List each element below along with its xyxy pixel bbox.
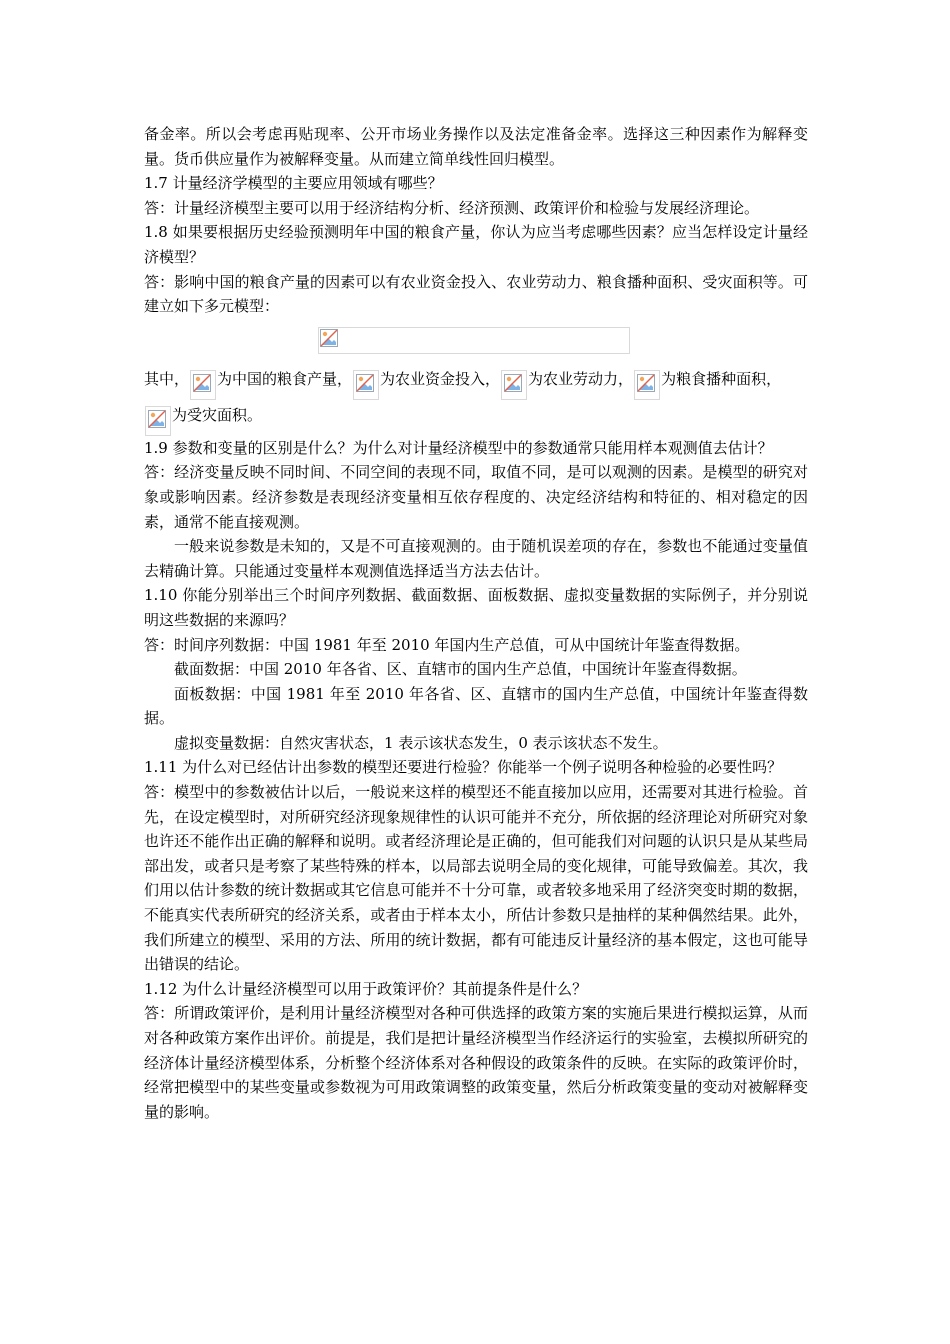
answer-1-10-panel: 面板数据：中国 1981 年至 2010 年各省、区、直辖市的国内生产总值，中国统计年鉴查得数据。 — [144, 684, 808, 728]
broken-image-icon — [148, 410, 166, 428]
broken-image-icon — [356, 374, 374, 392]
answer-1-10-time-series: 答：时间序列数据：中国 1981 年至 2010 年国内生产总值，可从中国统计年鉴查得数据。 — [144, 635, 750, 654]
var-capital-input-text: 为农业资金投入， — [380, 369, 501, 388]
question-1-12: 1.12 为什么计量经济模型可以用于政策评价？其前提条件是什么？ — [144, 979, 588, 998]
question-1-9: 1.9 参数和变量的区别是什么？为什么对计量经济模型中的参数通常只能用样本观测值去估计？ — [144, 438, 773, 457]
variable-image-frame — [634, 370, 660, 400]
answer-1-9-part-1: 答：经济变量反映不同时间、不同空间的表现不同，取值不同，是可以观测的因素。是模型的研究对象或影响因素。经济参数是表现经济变量相互依存程度的、决定经济结构和特征的、相对稳定的因素，通常不能直接观测。 — [144, 463, 808, 531]
answer-1-7: 答：计量经济模型主要可以用于经济结构分析、经济预测、政策评价和检验与发展经济理论。 — [144, 198, 760, 217]
document-body — [144, 122, 808, 1124]
question-1-7: 1.7 计量经济学模型的主要应用领域有哪些？ — [144, 174, 443, 193]
broken-image-icon — [637, 374, 655, 392]
var-sown-area-text: 为粮食播种面积， — [661, 369, 782, 388]
answer-1-10-cross-section: 截面数据：中国 2010 年各省、区、直辖市的国内生产总值，中国统计年鉴查得数据。 — [174, 660, 747, 679]
answer-1-12: 答：所谓政策评价，是利用计量经济模型对各种可供选择的政策方案的实施后果进行模拟运算，从而对各种政策方案作出评价。前提是，我们是把计量经济模型当作经济运行的实验室，去模拟所研究的经济体计量经济模型体系，分析整个经济体系对各种假设的政策条件的反映。在实际的政策评价时，经常把模型中的某些变量或参数视为可用政策调整的政策变量，然后分析政策变量的变动对被解释变量的影响。 — [144, 1004, 808, 1121]
broken-image-icon — [504, 374, 522, 392]
answer-1-9-part-2: 一般来说参数是未知的，又是不可直接观测的。由于随机误差项的存在，参数也不能通过变量值去精确计算。只能通过变量样本观测值选择适当方法去估计。 — [144, 537, 808, 580]
broken-image-icon — [193, 374, 211, 392]
answer-1-10-dummy: 虚拟变量数据：自然灾害状态，1 表示该状态发生，0 表示该状态不发生。 — [174, 733, 668, 752]
var-grain-output-text: 为中国的粮食产量， — [217, 369, 353, 388]
variable-image-frame — [145, 406, 171, 436]
answer-1-11: 答：模型中的参数被估计以后，一般说来这样的模型还不能直接加以应用，还需要对其进行检验。首先，在设定模型时，对所研究经济现象规律性的认识可能并不充分，所依据的经济理论对所研究对象也许还不能作出正确的解释和说明。或者经济理论是正确的，但可能我们对问题的认识只是从某些局部出发，或者只是考察了某些特殊的样本，以局部去说明全局的变化规律，可能导致偏差。其次，我们用以估计参数的统计数据或其它信息可能并不十分可靠，或者较多地采用了经济突变时期的数据，不能真实代表所研究的经济关系，或者由于样本太小，所估计参数只是抽样的某种偶然结果。此外，我们所建立的模型、采用的方法、所用的统计数据，都有可能违反计量经济的基本假定，这也可能导出错误的结论。 — [144, 783, 808, 974]
question-1-11: 1.11 为什么对已经估计出参数的模型还要进行检验？你能举一个例子说明各种检验的必要性吗？ — [144, 758, 783, 777]
answer-1-8: 答：影响中国的粮食产量的因素可以有农业资金投入、农业劳动力、粮食播种面积、受灾面积等。可建立如下多元模型： — [144, 272, 808, 316]
question-1-8: 1.8 如果要根据历史经验预测明年中国的粮食产量，你认为应当考虑哪些因素？应当怎样设定计量经济模型？ — [144, 223, 808, 266]
question-1-10: 1.10 你能分别举出三个时间序列数据、截面数据、面板数据、虚拟变量数据的实际例子，并分别说明这些数据的来源吗？ — [144, 586, 808, 629]
variable-definitions-line-2 — [144, 400, 808, 436]
variable-definitions-line — [144, 364, 808, 400]
var-labor-text: 为农业劳动力， — [528, 369, 634, 388]
variable-image-frame — [501, 370, 527, 400]
var-disaster-area-text: 为受灾面积。 — [172, 405, 263, 424]
paragraph-intro: 备金率。所以会考虑再贴现率、公开市场业务操作以及法定准备金率。选择这三种因素作为解释变量。货币供应量作为被解释变量。从而建立简单线性回归模型。 — [144, 125, 808, 168]
broken-image-icon — [320, 329, 338, 347]
variable-image-frame — [190, 370, 216, 400]
variable-image-frame — [353, 370, 379, 400]
formula-image-placeholder — [318, 327, 630, 354]
var-prefix-text: 其中， — [144, 369, 190, 388]
